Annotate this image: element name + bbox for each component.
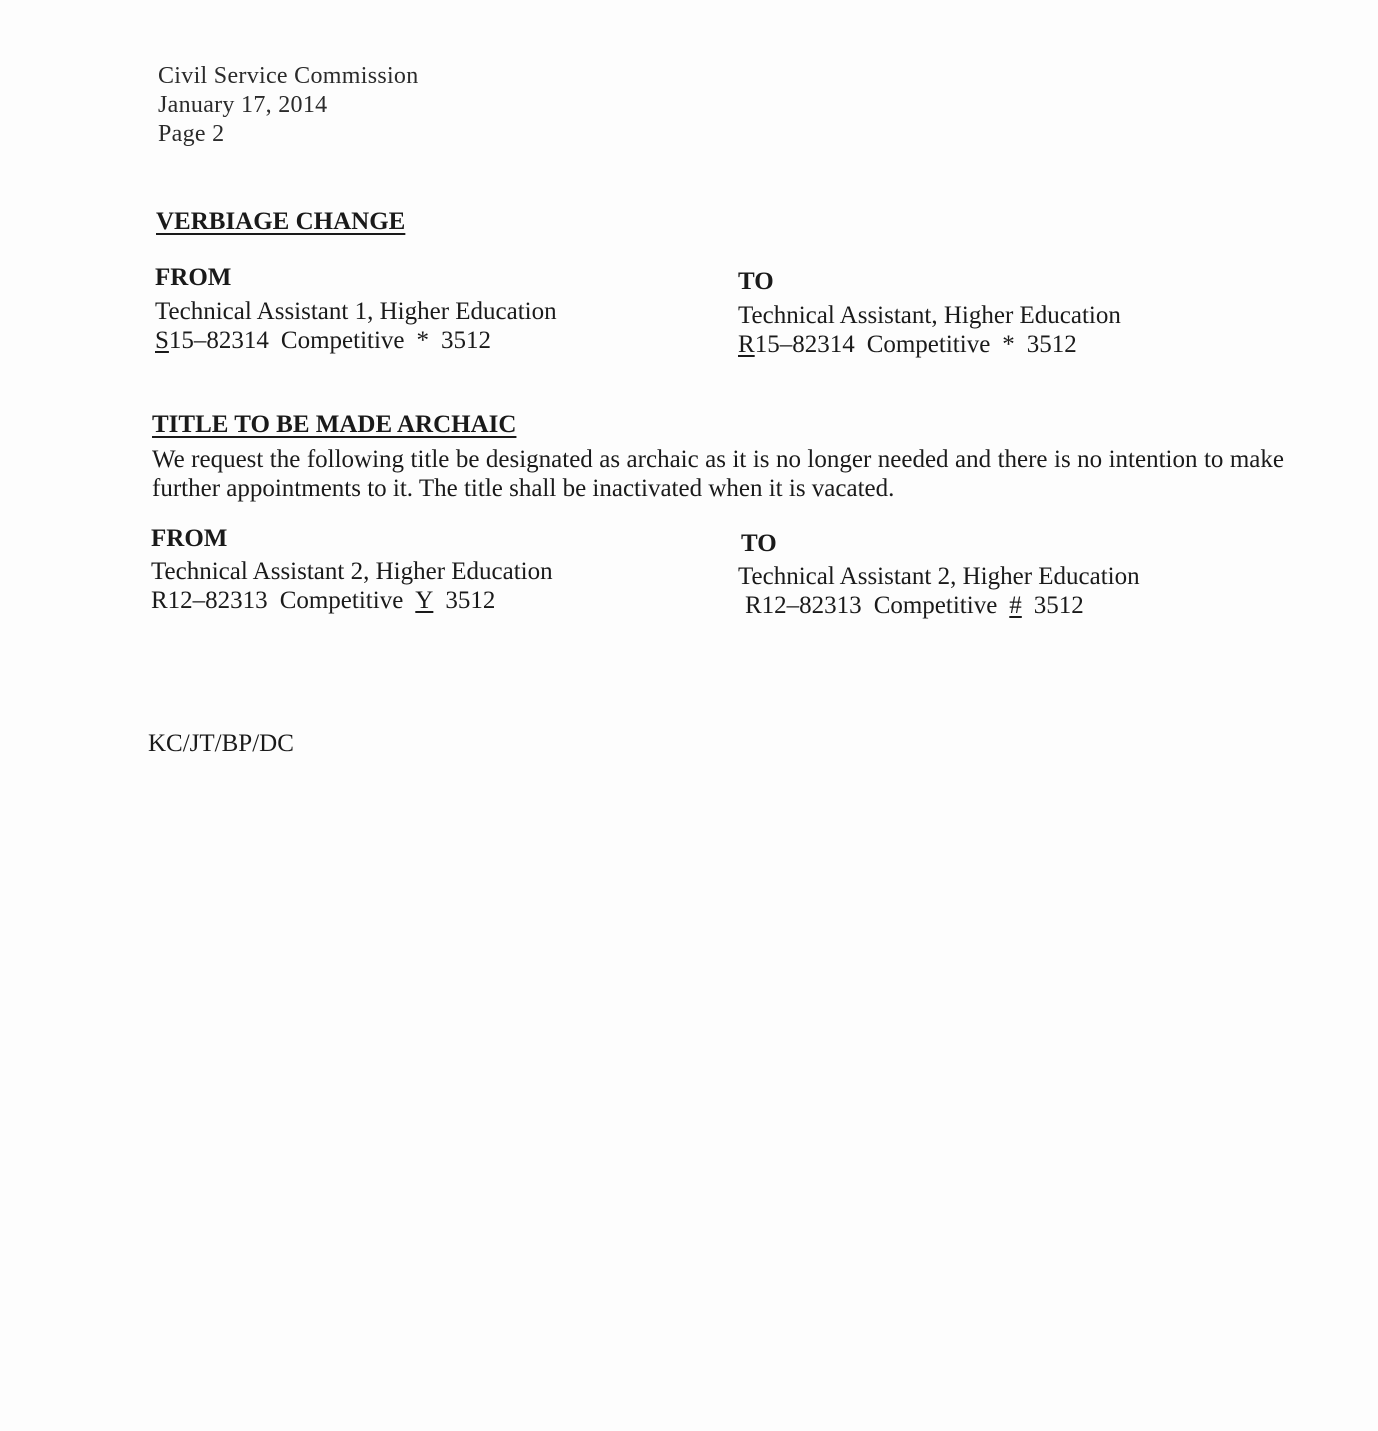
archaic-paragraph: We request the following title be designated as archaic as it is no longer needed and there is no intention to make further appointments to it. The title shall be inactivated when it is vacated. [152, 446, 1284, 502]
verbiage-from-symbol: * [416, 327, 430, 354]
letterhead-organization: Civil Service Commission [158, 63, 419, 89]
verbiage-from-class: Competitive [280, 327, 405, 354]
archaic-to-class: Competitive [873, 592, 998, 619]
letterhead-page: Page 2 [158, 121, 225, 147]
archaic-to-number: 3512 [1033, 592, 1084, 619]
verbiage-from-label: FROM [155, 264, 232, 291]
verbiage-from-number: 3512 [441, 327, 492, 354]
archaic-from-class: Competitive [279, 587, 404, 614]
verbiage-to-class: Competitive [866, 331, 991, 358]
letterhead [158, 62, 419, 149]
archaic-from-symbol: Y [415, 587, 434, 614]
verbiage-to-symbol: * [1002, 331, 1015, 358]
archaic-to-code: R12–82313 [745, 592, 862, 619]
archaic-from-code-line [151, 586, 495, 615]
verbiage-to-label: TO [738, 268, 774, 295]
verbiage-from-title: Technical Assistant 1, Higher Education [155, 298, 557, 325]
archaic-to-symbol: # [1009, 592, 1022, 619]
reference-initials: KC/JT/BP/DC [148, 730, 294, 757]
archaic-from-title: Technical Assistant 2, Higher Education [151, 558, 553, 585]
letterhead-date: January 17, 2014 [158, 92, 328, 118]
verbiage-from-code-prefix: S [155, 327, 169, 354]
archaic-to-label: TO [741, 530, 777, 557]
verbiage-to-title: Technical Assistant, Higher Education [738, 302, 1121, 329]
verbiage-to-code-prefix: R [738, 331, 755, 358]
archaic-from-label: FROM [151, 525, 228, 552]
verbiage-change-heading: VERBIAGE CHANGE [156, 208, 406, 235]
verbiage-from-code-line [155, 326, 491, 355]
verbiage-from-code-rest: 15–82314 [168, 327, 269, 354]
archaic-from-number: 3512 [445, 587, 496, 614]
verbiage-to-code-rest: 15–82314 [754, 331, 855, 358]
verbiage-to-code-line [738, 330, 1077, 359]
archaic-from-code: R12–82313 [151, 587, 268, 614]
archaic-heading: TITLE TO BE MADE ARCHAIC [152, 411, 517, 438]
verbiage-to-number: 3512 [1026, 331, 1077, 358]
archaic-to-code-line [745, 591, 1084, 620]
archaic-to-title: Technical Assistant 2, Higher Education [738, 563, 1140, 590]
